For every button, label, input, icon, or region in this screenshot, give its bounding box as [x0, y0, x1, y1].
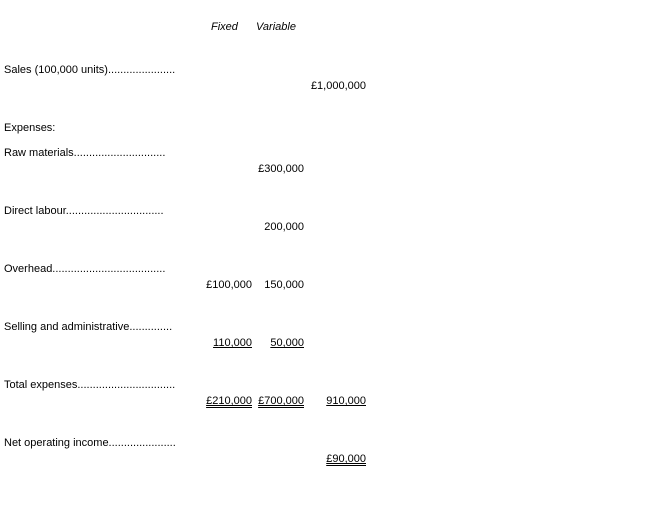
net-operating-income-total: £90,000 — [326, 453, 366, 465]
sales-total: £1,000,000 — [310, 80, 366, 92]
overhead-fixed: £100,000 — [206, 279, 252, 291]
direct-labour-variable: 200,000 — [264, 221, 304, 233]
raw-materials-label: Raw materials.............................. — [4, 147, 166, 159]
variable-column-header: Variable — [256, 21, 296, 33]
total-expenses-variable: £700,000 — [258, 395, 304, 407]
total-expenses-total: 910,000 — [326, 395, 366, 407]
total-expenses-label: Total expenses................................ — [4, 379, 176, 391]
selling-admin-variable: 50,000 — [270, 337, 304, 349]
sales-label: Sales (100,000 units)...................... — [4, 64, 176, 76]
selling-admin-label: Selling and administrative.............. — [4, 321, 173, 333]
expenses-heading: Expenses: — [4, 122, 56, 134]
selling-admin-fixed: 110,000 — [213, 337, 252, 349]
fixed-column-header: Fixed — [211, 21, 238, 33]
raw-materials-variable: £300,000 — [258, 163, 304, 175]
overhead-label: Overhead..................................... — [4, 263, 166, 275]
net-operating-income-label: Net operating income...................... — [4, 437, 176, 449]
total-expenses-fixed: £210,000 — [206, 395, 252, 407]
overhead-variable: 150,000 — [264, 279, 304, 291]
direct-labour-label: Direct labour................................ — [4, 205, 164, 217]
